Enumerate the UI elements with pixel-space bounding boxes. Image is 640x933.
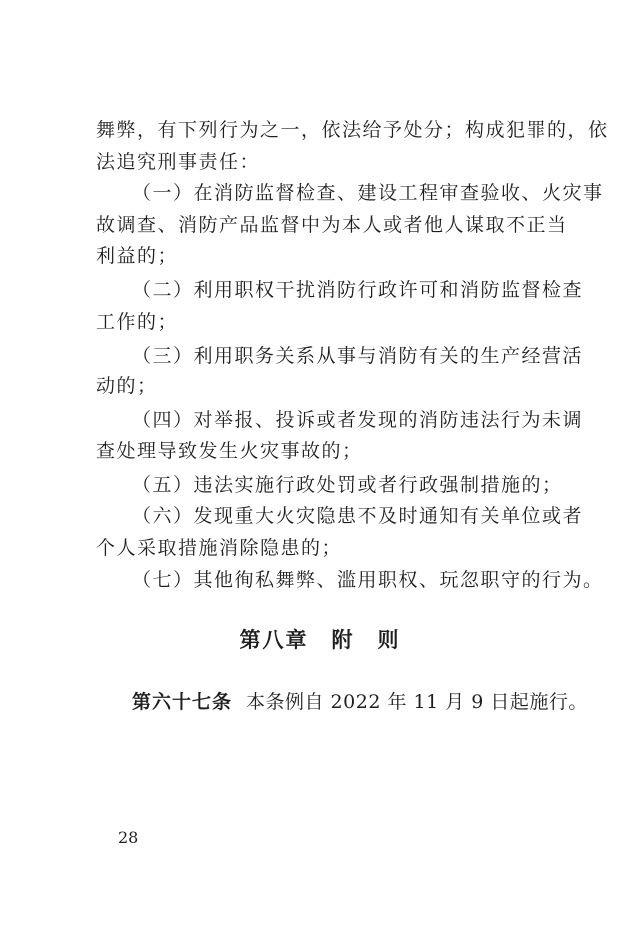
article-label: 第六十七条 [132, 691, 233, 713]
clause-6-line: （六）发现重大火灾隐患不及时通知有关单位或者 [132, 505, 584, 527]
clause-7-line: （七）其他徇私舞弊、滥用职权、玩忽职守的行为。 [132, 569, 604, 591]
chapter-title: 第八章 附 则 [239, 628, 401, 652]
body-line: 工作的； [96, 311, 179, 333]
body-line: 个人采取措施消除隐患的； [96, 537, 343, 559]
body-line: 查处理导致发生火灾事故的； [96, 440, 363, 462]
clause-5-line: （五）违法实施行政处罚或者行政强制措施的； [132, 474, 563, 496]
body-line: 舞弊，有下列行为之一，依法给予处分；构成犯罪的，依 [96, 119, 609, 141]
page-number: 28 [118, 828, 139, 847]
body-line: 动的； [96, 375, 158, 397]
body-line: 法追究刑事责任： [96, 151, 261, 173]
clause-2-line: （二）利用职权干扰消防行政许可和消防监督检查 [132, 279, 584, 301]
clause-1-line: （一）在消防监督检查、建设工程审查验收、火灾事 [132, 182, 604, 204]
clause-3-line: （三）利用职务关系从事与消防有关的生产经营活 [132, 345, 584, 367]
article-text: 本条例自 2022 年 11 月 9 日起施行。 [246, 691, 588, 713]
article-67 [132, 690, 588, 714]
clause-4-line: （四）对举报、投诉或者发现的消防违法行为未调 [132, 409, 584, 431]
body-line: 故调查、消防产品监督中为本人或者他人谋取不正当 [96, 214, 568, 236]
body-line: 利益的； [96, 245, 179, 267]
